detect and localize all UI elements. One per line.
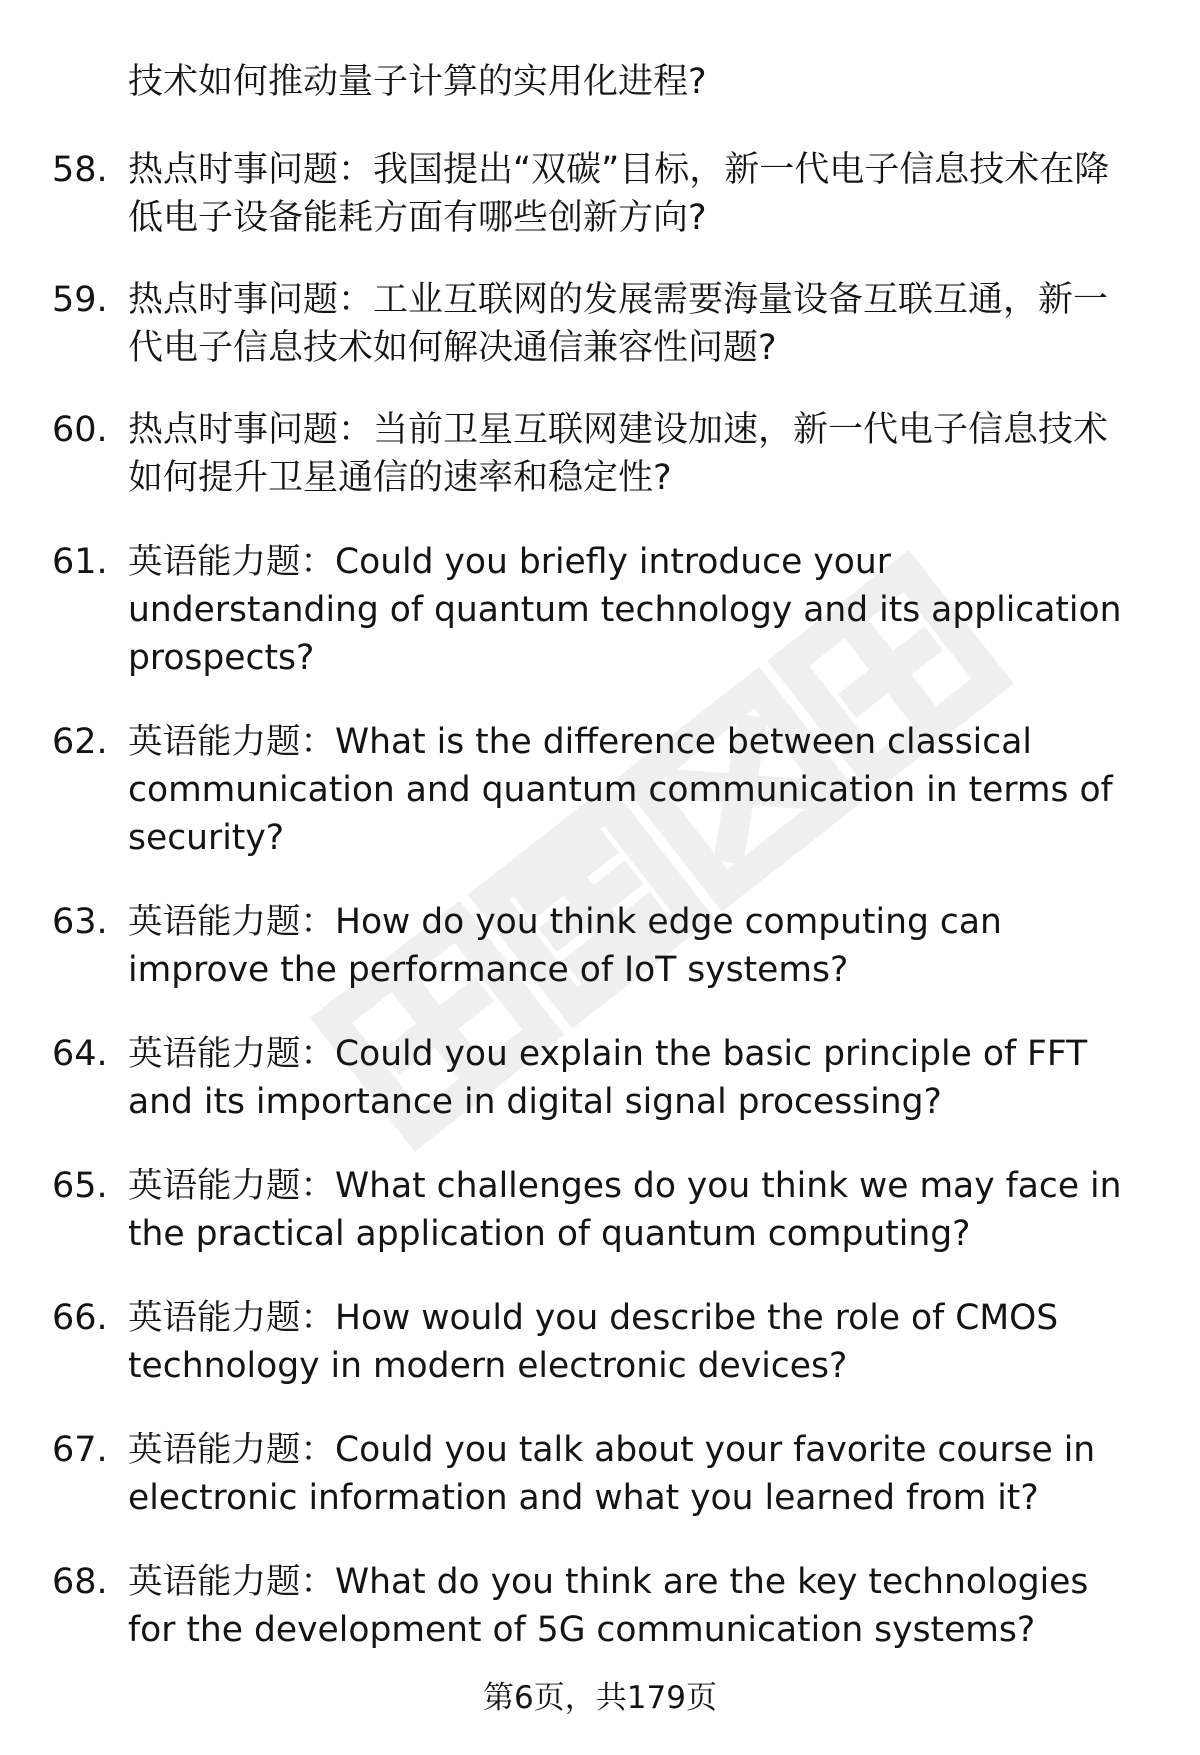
question-text: 英语能力题：How would you describe the role of CMOS technology in modern electronic devices? (128, 1298, 1059, 1386)
question-text: 英语能力题：Could you explain the basic principle of FFT and its importance in digital signal processing? (128, 1034, 1088, 1122)
page-number-footer: 第6页，共179页 (483, 1680, 717, 1716)
question-text: 英语能力题：What do you think are the key technologies for the development of 5G communication systems? (128, 1562, 1089, 1650)
question-number: 68. (52, 1562, 108, 1602)
question-text: 英语能力题：How do you think edge computing can improve the performance of IoT systems? (128, 902, 1002, 990)
question-number: 64. (52, 1034, 108, 1074)
question-number: 67. (52, 1430, 108, 1470)
question-number: 66. (52, 1298, 108, 1338)
question-number: 58. (52, 150, 108, 190)
question-number: 59. (52, 280, 108, 320)
question-number: 60. (52, 410, 108, 450)
question-text: 英语能力题：Could you talk about your favorite course in electronic information and what you learned from it? (128, 1430, 1096, 1518)
question-text: 英语能力题：What is the difference between classical communication and quantum communication in terms of security? (128, 722, 1113, 858)
question-number: 62. (52, 722, 108, 762)
question-text: 英语能力题：Could you briefly introduce your understanding of quantum technology and its application prospects? (128, 542, 1122, 678)
question-text: 热点时事问题：我国提出“双碳”目标，新一代电子信息技术在降低电子设备能耗方面有哪些创新方向? (128, 150, 1110, 238)
question-number: 65. (52, 1166, 108, 1206)
question-number: 63. (52, 902, 108, 942)
question-text: 热点时事问题：当前卫星互联网建设加速，新一代电子信息技术如何提升卫星通信的速率和稳定性? (128, 410, 1109, 498)
question-text: 热点时事问题：工业互联网的发展需要海量设备互联互通，新一代电子信息技术如何解决通信兼容性问题? (128, 280, 1109, 368)
question-text: 英语能力题：What challenges do you think we may face in the practical application of quantum computing? (128, 1166, 1122, 1254)
continued-question-text: 技术如何推动量子计算的实用化进程? (128, 62, 707, 102)
question-number: 61. (52, 542, 108, 582)
